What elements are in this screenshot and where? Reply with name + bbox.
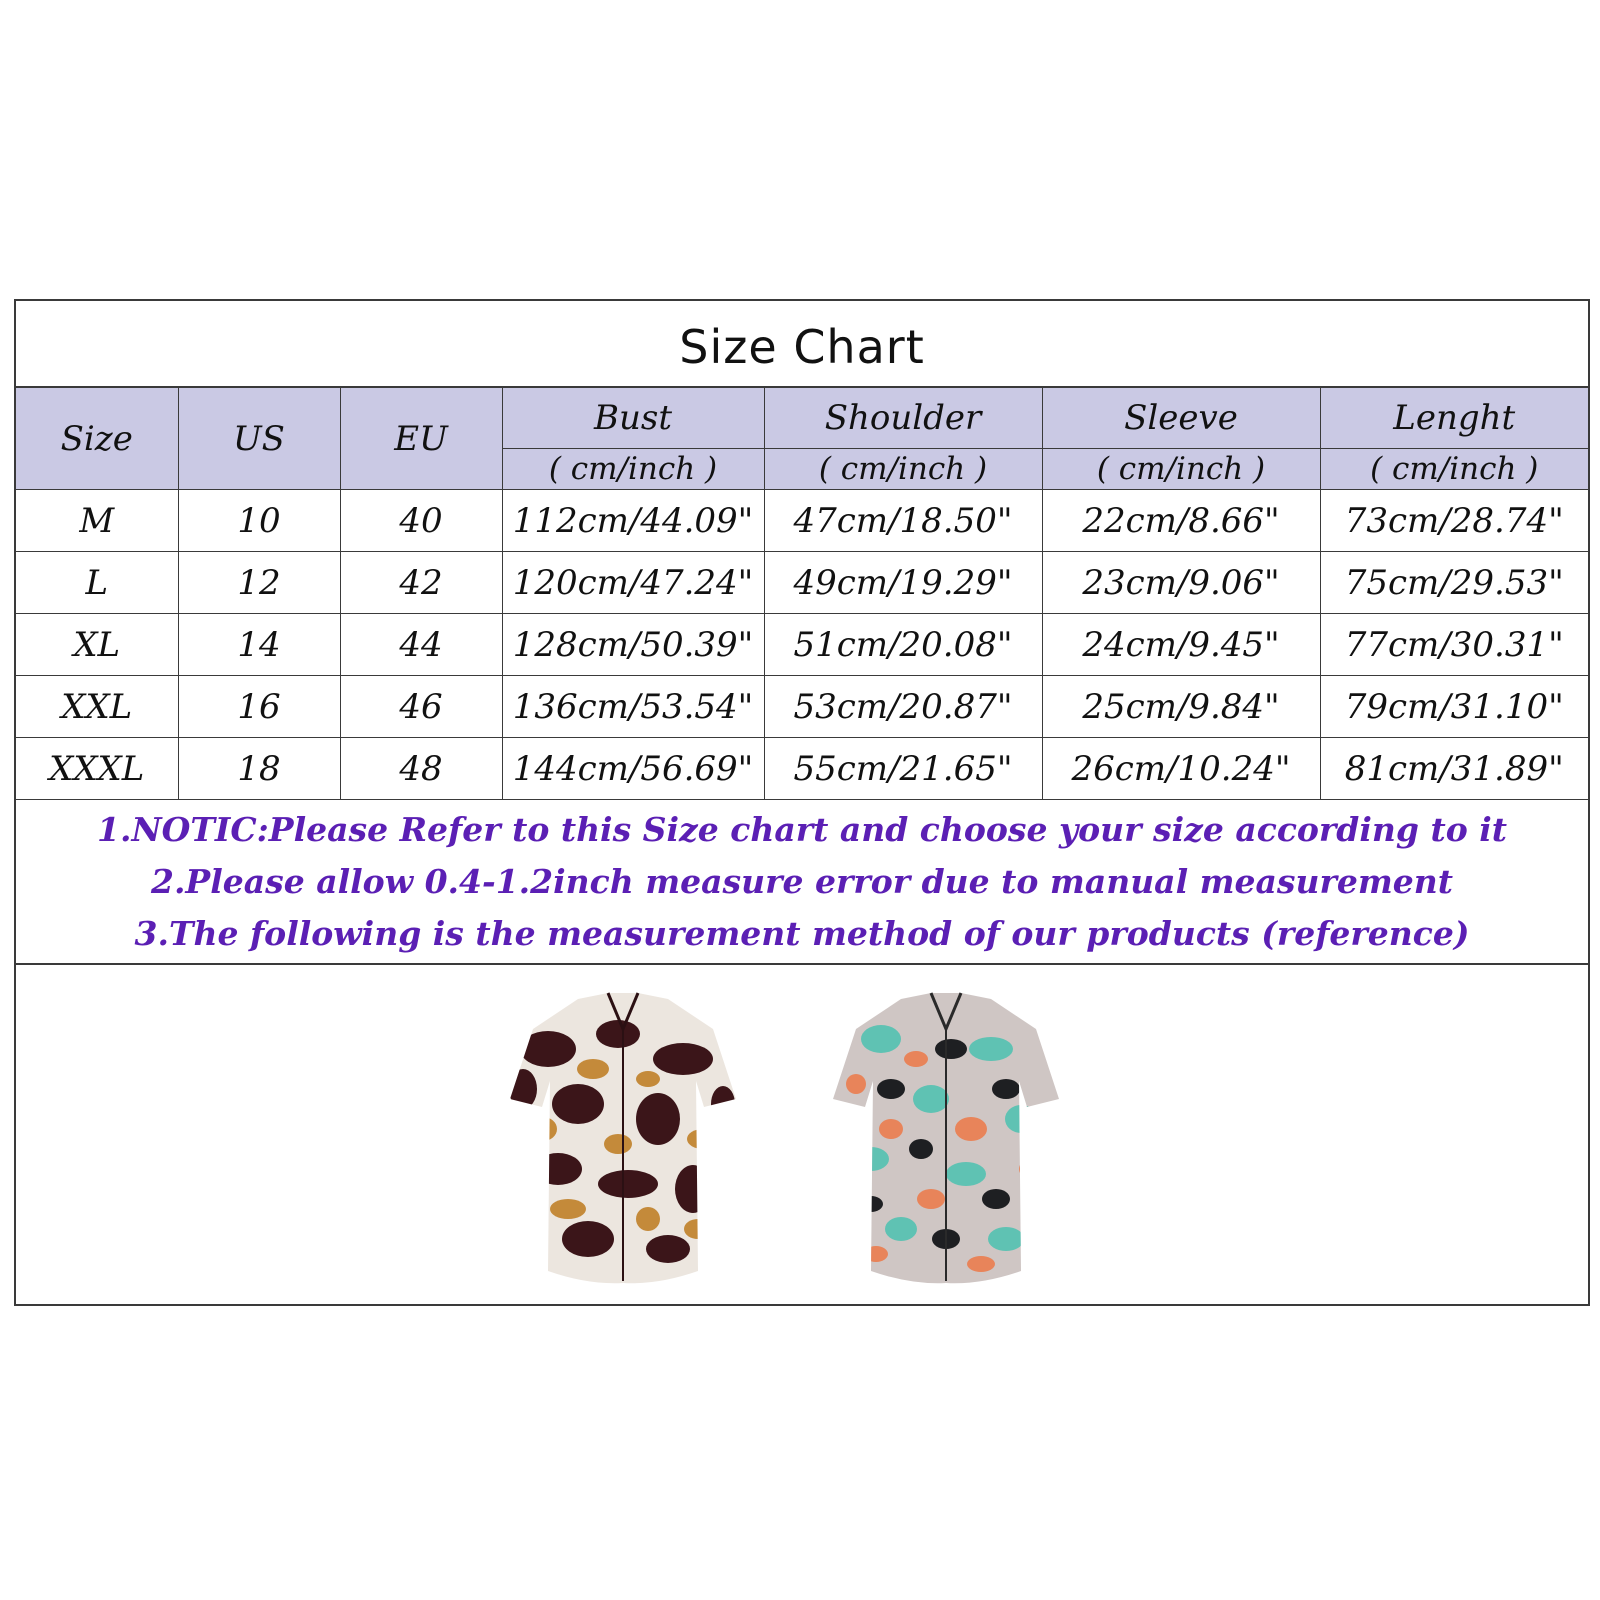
size-table (16, 388, 1588, 800)
header-eu: EU (340, 388, 502, 490)
unit-sleeve: ( cm/inch ) (1042, 449, 1320, 490)
cell-length: 81cm/31.89" (1320, 738, 1588, 800)
cell-sleeve: 24cm/9.45" (1042, 614, 1320, 676)
teal-orange-floral-shirt-icon (831, 989, 1061, 1289)
cell-length: 77cm/30.31" (1320, 614, 1588, 676)
page-title: Size Chart (679, 319, 925, 374)
cell-eu: 46 (340, 676, 502, 738)
cell-us: 16 (178, 676, 340, 738)
title-row (16, 301, 1588, 388)
cell-sleeve: 25cm/9.84" (1042, 676, 1320, 738)
note-line: 2.Please allow 0.4-1.2inch measure error due to manual measurement (150, 862, 1453, 901)
header-size: Size (16, 388, 178, 490)
cell-sleeve: 22cm/8.66" (1042, 490, 1320, 552)
cell-bust: 136cm/53.54" (502, 676, 764, 738)
cell-bust: 128cm/50.39" (502, 614, 764, 676)
cell-us: 12 (178, 552, 340, 614)
cell-eu: 42 (340, 552, 502, 614)
note-line: 3.The following is the measurement method of our products (reference) (134, 914, 1470, 953)
cell-size: L (16, 552, 178, 614)
cell-bust: 112cm/44.09" (502, 490, 764, 552)
header-us: US (178, 388, 340, 490)
cell-shoulder: 49cm/19.29" (764, 552, 1042, 614)
header-shoulder: Shoulder (764, 388, 1042, 449)
table-row (16, 552, 1588, 614)
cell-us: 14 (178, 614, 340, 676)
cell-size: XXXL (16, 738, 178, 800)
note-line: 1.NOTIC:Please Refer to this Size chart and choose your size according to it (97, 810, 1507, 849)
table-header-row (16, 388, 1588, 449)
cell-eu: 48 (340, 738, 502, 800)
cell-us: 10 (178, 490, 340, 552)
table-row (16, 738, 1588, 800)
size-chart-frame (14, 299, 1590, 1306)
cell-shoulder: 51cm/20.08" (764, 614, 1042, 676)
header-bust: Bust (502, 388, 764, 449)
cell-bust: 120cm/47.24" (502, 552, 764, 614)
cell-bust: 144cm/56.69" (502, 738, 764, 800)
table-row (16, 676, 1588, 738)
cell-size: M (16, 490, 178, 552)
cell-length: 79cm/31.10" (1320, 676, 1588, 738)
cell-size: XL (16, 614, 178, 676)
unit-bust: ( cm/inch ) (502, 449, 764, 490)
cell-shoulder: 47cm/18.50" (764, 490, 1042, 552)
notes-section (16, 801, 1588, 965)
unit-shoulder: ( cm/inch ) (764, 449, 1042, 490)
cell-sleeve: 23cm/9.06" (1042, 552, 1320, 614)
unit-length: ( cm/inch ) (1320, 449, 1588, 490)
cell-length: 75cm/29.53" (1320, 552, 1588, 614)
table-row (16, 490, 1588, 552)
cell-us: 18 (178, 738, 340, 800)
cell-eu: 44 (340, 614, 502, 676)
brown-cow-print-shirt-icon (508, 989, 738, 1289)
table-row (16, 614, 1588, 676)
cell-shoulder: 55cm/21.65" (764, 738, 1042, 800)
cell-eu: 40 (340, 490, 502, 552)
header-length: Lenght (1320, 388, 1588, 449)
cell-shoulder: 53cm/20.87" (764, 676, 1042, 738)
cell-size: XXL (16, 676, 178, 738)
product-images (16, 965, 1588, 1304)
cell-length: 73cm/28.74" (1320, 490, 1588, 552)
cell-sleeve: 26cm/10.24" (1042, 738, 1320, 800)
header-sleeve: Sleeve (1042, 388, 1320, 449)
